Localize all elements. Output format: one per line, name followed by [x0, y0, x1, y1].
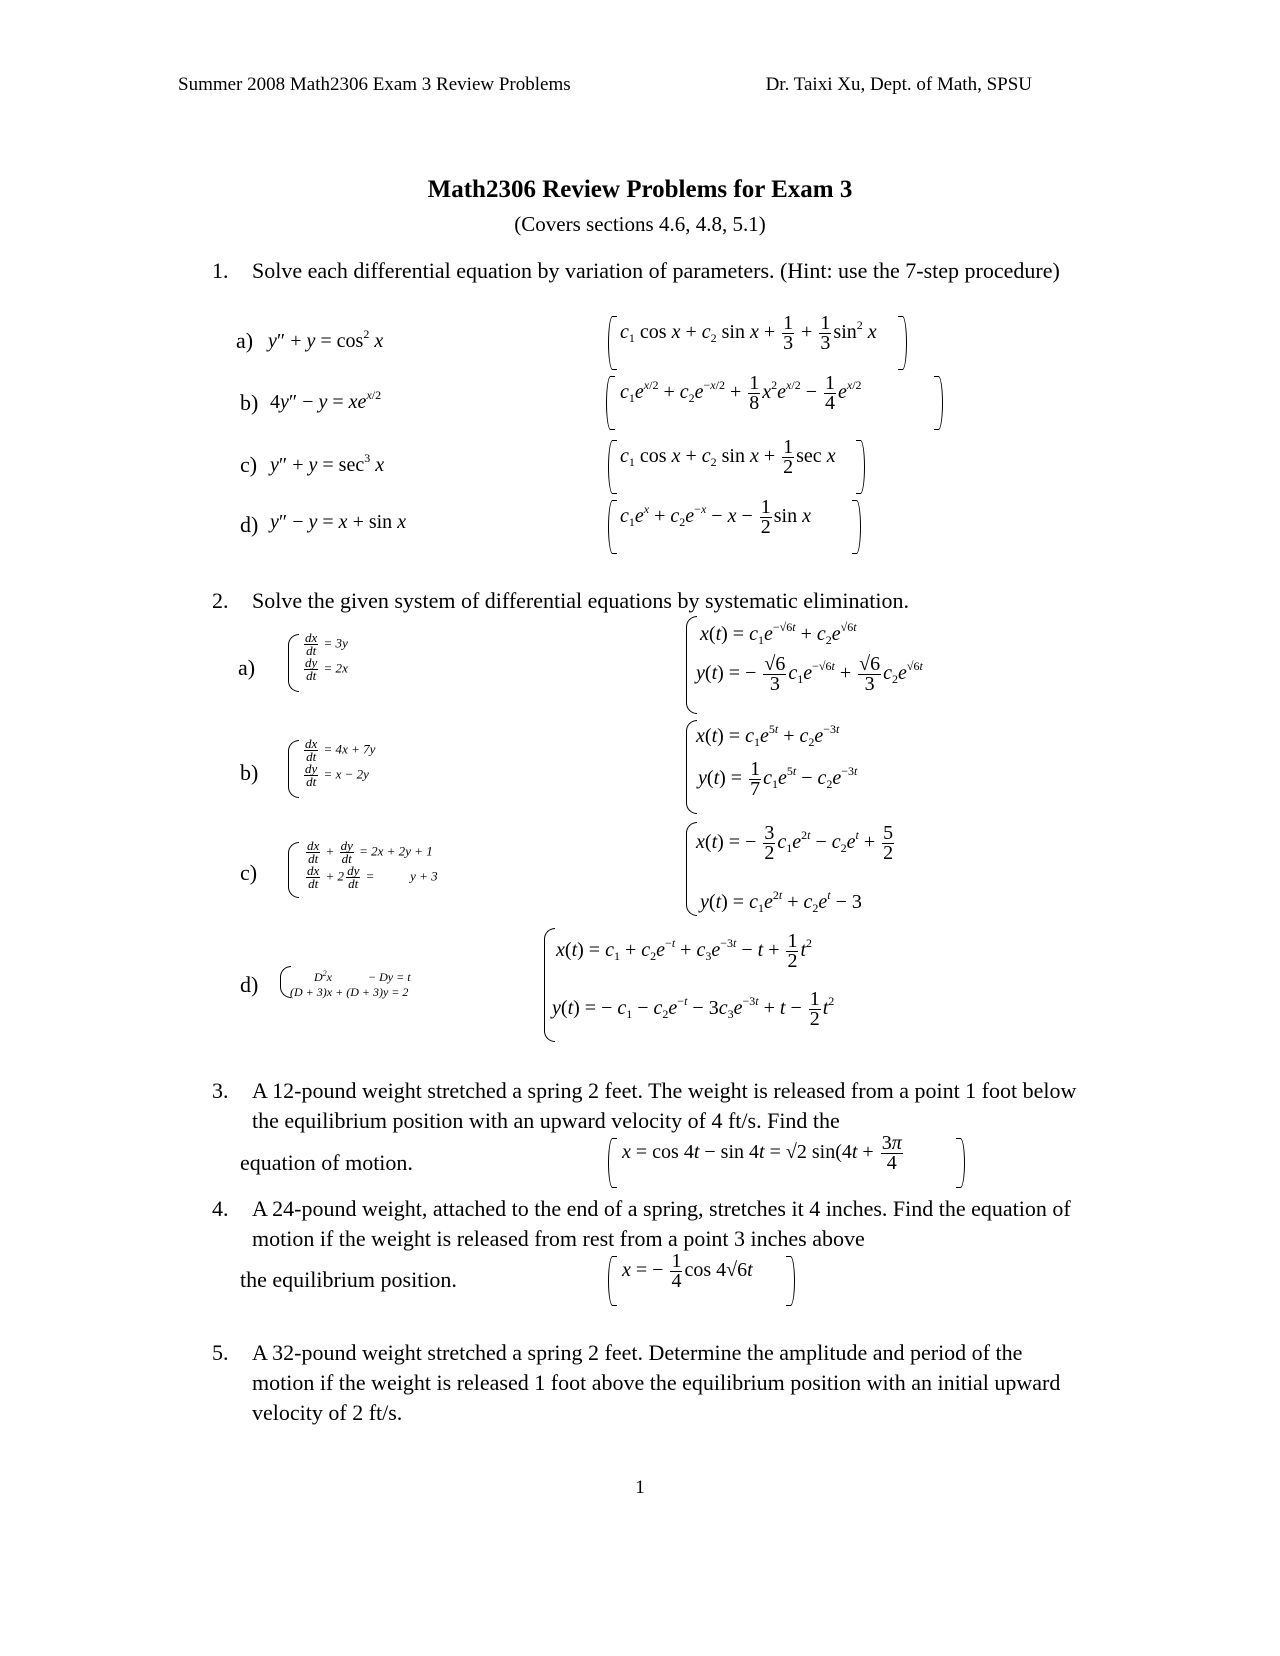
problem-tail: equation of motion. [240, 1150, 413, 1175]
equation: $y'' + y = \cos^2 x$ [268, 327, 384, 352]
part-label: a) [238, 655, 256, 680]
answer: x = − $\frac{1}{4}$ cos 4√6t [622, 1250, 753, 1292]
answer-y: y(t) = − $c_1 - c_2e^{-t} - 3c_3e^{-3t} + t$ − $\frac{1}{2}$ $t^2$ [552, 988, 835, 1030]
page-title: Math2306 Review Problems for Exam 3 [427, 176, 853, 203]
part-label: d) [240, 512, 259, 537]
system: $D^2x$ − Dy = t (D + 3)x + (D + 3)y = 2 [290, 969, 411, 999]
equation: $4y'' - y = xe^{x/2}$ [270, 388, 382, 413]
answer: $c_1e^x + c_2e^{-x} - x$ − $\frac{1}{2}$ sin x [620, 496, 811, 538]
header-right: Dr. Taixi Xu, Dept. of Math, SPSU [765, 74, 1032, 95]
equation: y″ − y = x + sin x [270, 511, 407, 533]
system: $\frac{dx}{dt}$ + $\frac{dy}{dt}$ = 2x + 2y + 1 $\frac{dx}{dt}$ + 2 $\frac{dy}{dt}$ = y + 3 [307, 838, 438, 891]
right-paren [956, 1138, 965, 1188]
answer: x = cos 4t − sin 4t = √2 sin(4t + $\frac{3\pi}{4}$ [622, 1132, 902, 1174]
answer-x: x(t) = − $\frac{3}{2}$ $c_1e^{2t} - c_2e^t$ + $\frac{5}{2}$ [696, 822, 894, 864]
answer-y: y(t) = $\frac{1}{7}$ $c_1e^{5t} - c_2e^{-3t}$ [698, 758, 858, 800]
problem-number: 5. [212, 1340, 229, 1365]
system: $\frac{dx}{dt}$ = 3y $\frac{dy}{dt}$ = 2x [305, 630, 348, 683]
system: $\frac{dx}{dt}$ = 4x + 7y $\frac{dy}{dt}$ = x − 2y [305, 736, 376, 789]
left-paren [608, 500, 617, 554]
answer-x: $x(t) = c_1e^{-√6t} + c_2e^{√6t}$ [700, 620, 857, 647]
equation: $y'' + y = \sec^3 x$ [270, 451, 385, 476]
right-paren [852, 500, 861, 554]
problem-number: 2. [212, 588, 229, 613]
part-label: d) [240, 972, 259, 997]
left-paren [608, 1138, 617, 1188]
right-paren [898, 316, 907, 370]
problem-number: 3. [212, 1078, 229, 1103]
answer: $c_1$ $\cos x + c_2$ sin x + $\frac{1}{3}$ + $\frac{1}{3}$ $\sin^2 x$ [620, 312, 877, 354]
answer: $c_1$ $\cos x + c_2$ sin x + $\frac{1}{2}$ sec x [620, 436, 836, 478]
problem-text: Solve each differential equation by variation of parameters. (Hint: use the 7-step procedure) [252, 258, 1060, 283]
problem-text: Solve the given system of differential equations by systematic elimination. [252, 588, 910, 613]
answer-y: y(t) = − $\frac{√6}{3}$ $c_1e^{-√6t}$ + $\frac{√6}{3}$ $c_2e^{√6t}$ [696, 653, 923, 695]
part-label: b) [240, 760, 259, 785]
problem-number: 4. [212, 1196, 229, 1221]
problem-text: A 32-pound weight stretched a spring 2 feet. Determine the amplitude and period of the motion if the weight is released 1 foot above the equilibrium position with an initial upward velocity of 2 ft/s. [252, 1340, 1061, 1425]
part-label: a) [236, 328, 254, 353]
answer: $c_1e^{x/2} + c_2e^{-x/2}$ + $\frac{1}{8}$ $x^2e^{x/2}$ − $\frac{1}{4}$ $e^{x/2}$ [620, 372, 862, 414]
left-paren [608, 316, 617, 370]
right-paren [786, 1256, 795, 1306]
right-paren [934, 376, 943, 430]
left-paren [608, 1256, 617, 1306]
problem-tail: the equilibrium position. [240, 1267, 457, 1292]
part-label: c) [240, 860, 258, 885]
header-left: Summer 2008 Math2306 Exam 3 Review Problems [178, 74, 571, 95]
answer-x: $x(t) = c_1e^{5t} + c_2e^{-3t}$ [696, 722, 840, 749]
page-subtitle: (Covers sections 4.6, 4.8, 5.1) [514, 212, 766, 236]
right-paren [856, 440, 865, 494]
system-brace [288, 740, 299, 798]
part-label: c) [240, 452, 258, 477]
problem-text: A 24-pound weight, attached to the end of a spring, stretches it 4 inches. Find the equation of motion if the weight is released from rest from a point 3 inches above [252, 1196, 1071, 1251]
page-number: 1 [635, 1477, 645, 1498]
system-brace [288, 634, 299, 692]
part-label: b) [240, 390, 259, 415]
answer-x: $x(t) = c_1 + c_2e^{-t} + c_3e^{-3t} - t$ + $\frac{1}{2}$ $t^2$ [556, 930, 813, 972]
left-paren [608, 440, 617, 494]
system-brace [288, 842, 299, 898]
answer-y: $y(t) = c_1e^{2t} + c_2e^t - 3$ [700, 888, 862, 915]
problem-number: 1. [212, 258, 229, 283]
left-paren [606, 376, 615, 430]
problem-text: A 12-pound weight stretched a spring 2 feet. The weight is released from a point 1 foot below the equilibrium position with an upward velocity of 4 ft/s. Find the [252, 1078, 1077, 1133]
